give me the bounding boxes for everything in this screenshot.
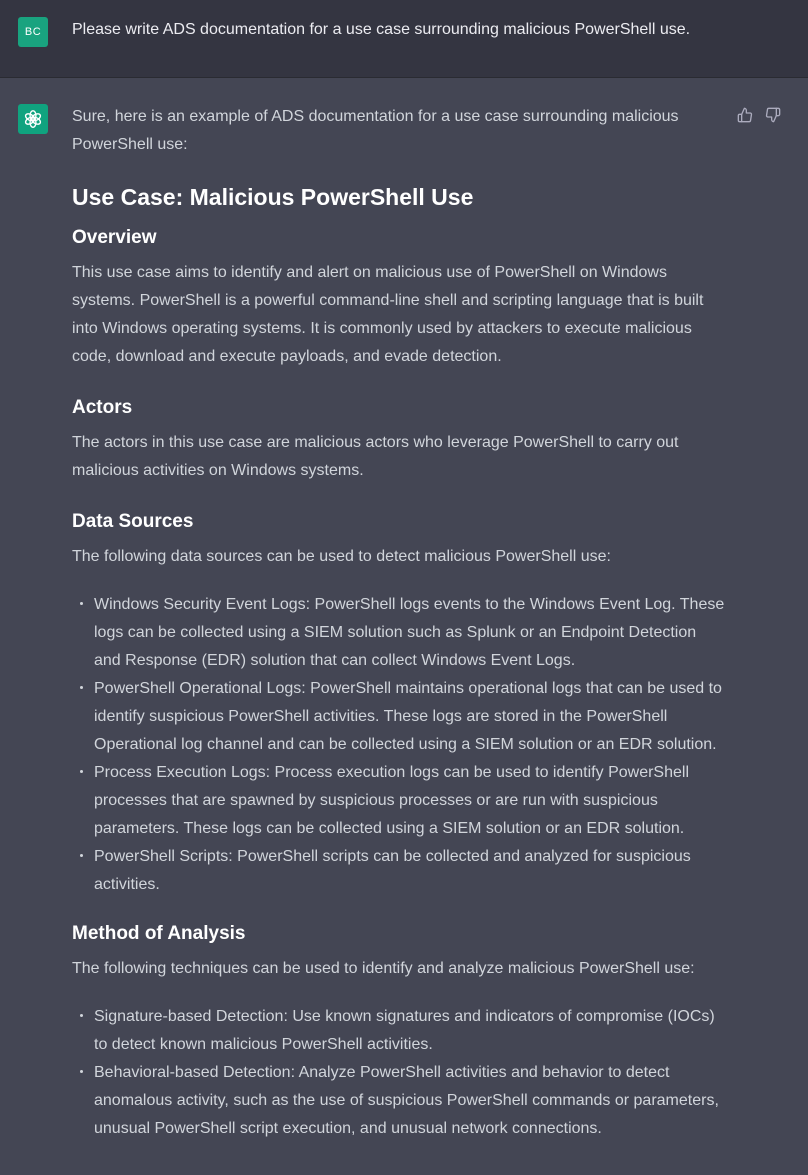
user-message-text: Please write ADS documentation for a use case surrounding malicious PowerShell use. [72,21,691,38]
method-lead: The following techniques can be used to identify and analyze malicious PowerShell use: [72,960,695,977]
list-item: Process Execution Logs: Process execution logs can be used to identify PowerShell processes that are spawned by suspicious processes or are run with suspicious parameters. These logs can be collected using a SIEM solution or an EDR solution. [72,759,727,843]
thumbs-down-button[interactable] [764,106,782,124]
list-item: PowerShell Operational Logs: PowerShell maintains operational logs that can be used to identify suspicious PowerShell activities. These logs are stored in the PowerShell Operational log channel and can be collected using a SIEM solution or an EDR solution. [72,675,727,759]
openai-logo-icon [22,108,44,130]
data-sources-heading: Data Sources [72,511,194,532]
actors-heading: Actors [72,397,133,418]
overview-text: This use case aims to identify and alert on malicious use of PowerShell on Windows systems. PowerShell is a powerful command-line shell and scripting language that is built into Windows operating systems. It is commonly used by attackers to execute malicious code, download and execute payloads, and evade detection. [72,264,704,365]
assistant-message-content [72,103,727,1163]
method-list [72,1003,727,1143]
actors-text: The actors in this use case are malicious actors who leverage PowerShell to carry out malicious activities on Windows systems. [72,434,679,479]
data-sources-list [72,591,727,899]
intro-text: Sure, here is an example of ADS documentation for a use case surrounding malicious PowerShell use: [72,108,679,153]
assistant-message-row [0,78,808,1175]
method-heading: Method of Analysis [72,923,246,944]
overview-heading: Overview [72,227,157,248]
data-sources-lead: The following data sources can be used to detect malicious PowerShell use: [72,548,611,565]
list-item: Windows Security Event Logs: PowerShell logs events to the Windows Event Log. These logs can be collected using a SIEM solution such as Splunk or an Endpoint Detection and Response (EDR) solution that can collect Windows Event Logs. [72,591,727,675]
list-item: Behavioral-based Detection: Analyze PowerShell activities and behavior to detect anomalous activity, such as the use of suspicious PowerShell commands or parameters, unusual PowerShell script execution, and unusual network connections. [72,1059,727,1143]
doc-title: Use Case: Malicious PowerShell Use [72,184,474,210]
thumbs-up-button[interactable] [736,106,754,124]
thumbs-up-icon [737,107,753,123]
thumbs-down-icon [765,107,781,123]
assistant-avatar [18,104,48,134]
list-item: Signature-based Detection: Use known signatures and indicators of compromise (IOCs) to detect known malicious PowerShell activities. [72,1003,727,1059]
user-avatar: BC [18,17,48,47]
list-item: PowerShell Scripts: PowerShell scripts can be collected and analyzed for suspicious activities. [72,843,727,899]
user-message-row [0,0,808,78]
